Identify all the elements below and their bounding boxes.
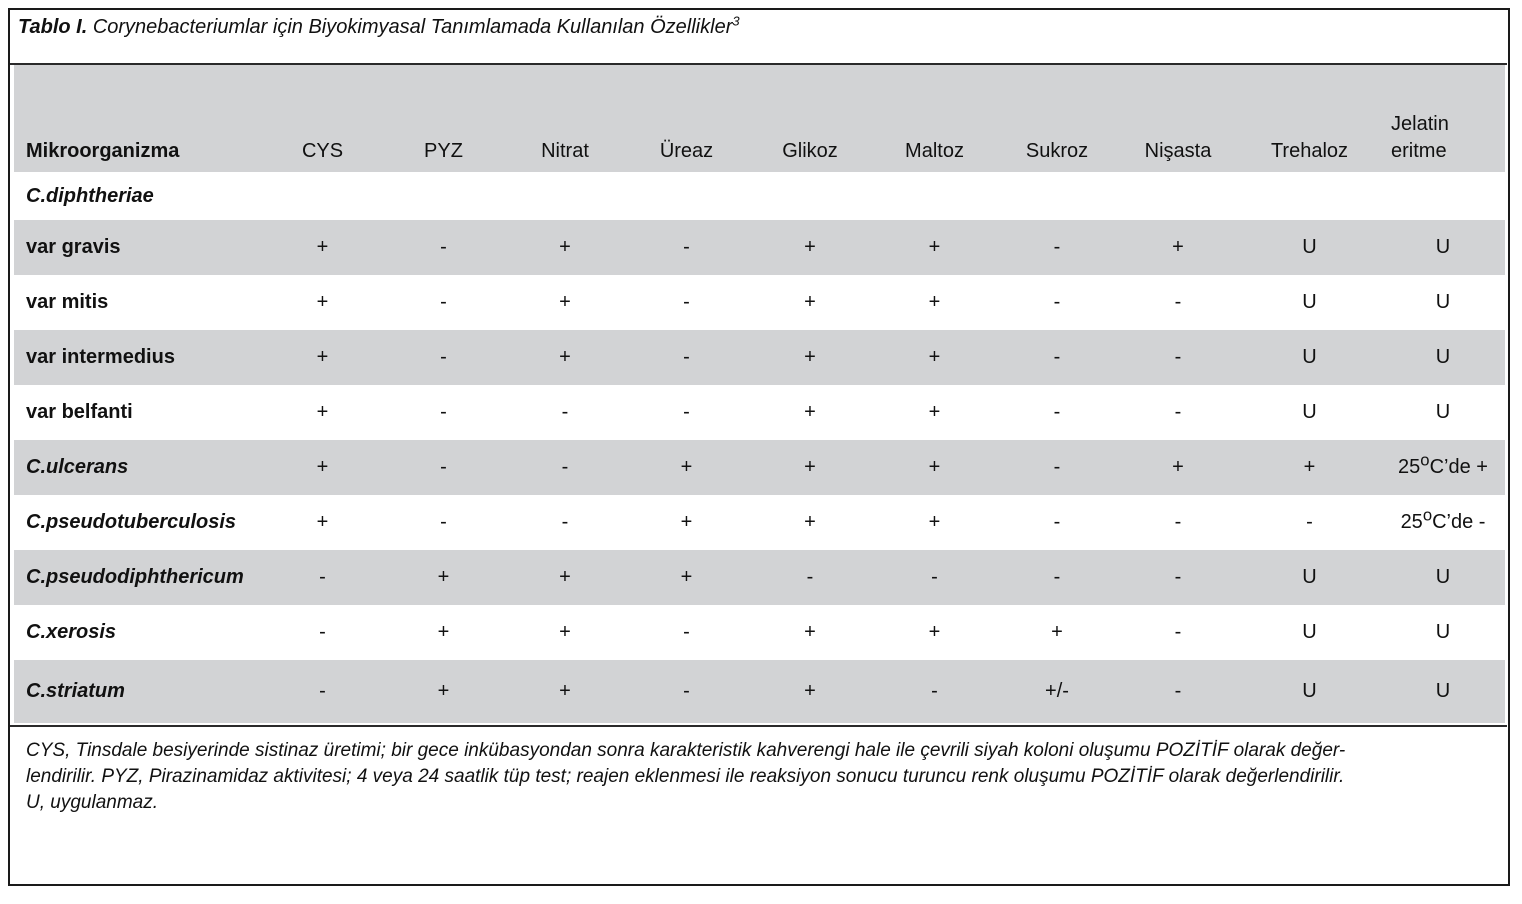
cell: +	[316, 511, 329, 533]
header-organism: Mikroorganizma	[26, 140, 180, 162]
header-nitrat: Nitrat	[541, 140, 589, 162]
caption-title: Corynebacteriumlar için Biyokimyasal Tanımlamada Kullanılan Özellikler	[92, 16, 733, 38]
row-name: C.pseudotuberculosis	[26, 511, 237, 533]
cell: -	[1053, 401, 1061, 423]
group-label: C.diphtheriae	[26, 184, 154, 207]
cell: +	[804, 511, 816, 533]
table-row	[14, 605, 1505, 660]
header-jelatin-line2: eritme	[1391, 140, 1447, 162]
cell: +	[928, 456, 941, 478]
cell: -	[440, 346, 447, 368]
header-nisasta: Nişasta	[1144, 140, 1212, 162]
cell: U	[1435, 621, 1451, 643]
cell: -	[683, 236, 690, 258]
footnote-line: U, uygulanmaz.	[26, 792, 159, 813]
cell: +	[559, 346, 571, 368]
cell: -	[319, 680, 326, 702]
cell: -	[440, 291, 447, 313]
cell: -	[1174, 566, 1182, 588]
header-trehaloz: Trehaloz	[1270, 140, 1349, 162]
cell: +	[680, 566, 693, 588]
cell: +	[316, 236, 329, 258]
cell: +	[928, 236, 941, 258]
group-row	[14, 172, 1505, 220]
cell: +	[804, 346, 816, 368]
cell: -	[1053, 511, 1061, 533]
cell: +	[559, 621, 571, 643]
table-row	[14, 660, 1505, 723]
cell: +	[1172, 456, 1184, 478]
row-name: var belfanti	[26, 401, 133, 423]
cell: +	[804, 456, 816, 478]
row-name: C.pseudodiphthericum	[26, 566, 244, 588]
cell: +	[316, 346, 329, 368]
cell: +	[316, 456, 329, 478]
cell: -	[1053, 566, 1061, 588]
cell: -	[1053, 456, 1061, 478]
cell: -	[931, 680, 938, 702]
cell: -	[683, 346, 690, 368]
cell: -	[1174, 401, 1182, 423]
cell: +	[680, 511, 693, 533]
cell: -	[1306, 511, 1313, 533]
cell: -	[1174, 680, 1182, 702]
table-row	[14, 275, 1505, 330]
cell: +	[316, 401, 329, 423]
biochemical-table	[14, 65, 1505, 723]
cell: U	[1435, 566, 1451, 588]
cell: -	[1053, 236, 1061, 258]
row-name: C.striatum	[26, 680, 125, 702]
header-jelatin-line1: Jelatin	[1391, 113, 1449, 135]
cell: U	[1435, 291, 1451, 313]
cell: U	[1435, 401, 1451, 423]
cell: -	[561, 456, 569, 478]
cell: -	[561, 511, 569, 533]
cell-gelatin: $25^oC’de$ +	[1398, 450, 1488, 478]
header-pyz: PYZ	[424, 140, 463, 162]
footnote-line: lendirilir. PYZ, Pirazinamidaz aktivitesi; 4 veya 24 saatlik tüp test; reajen eklenmesi ile reaksiyon sonucu turuncu renk oluşumu POZİTİF olarak değerlendirilir.	[26, 766, 1345, 787]
table-footnote	[26, 738, 1501, 816]
header-maltoz: Maltoz	[905, 140, 964, 162]
header-sukroz: Sukroz	[1025, 140, 1089, 162]
table-row	[14, 385, 1505, 440]
caption-reference: 3	[732, 13, 740, 29]
cell: +	[437, 621, 450, 643]
cell: U	[1302, 566, 1317, 588]
cell: U	[1435, 236, 1451, 258]
header-cys: CYS	[301, 140, 344, 162]
cell: +	[559, 566, 571, 588]
cell: +	[928, 346, 941, 368]
row-name: var gravis	[26, 236, 121, 258]
cell: +	[928, 511, 941, 533]
cell: -	[440, 401, 447, 423]
cell: -	[683, 680, 690, 702]
header-ureaz: Üreaz	[659, 140, 714, 162]
cell: U	[1302, 621, 1317, 643]
cell: -	[683, 401, 690, 423]
row-name: var mitis	[26, 291, 109, 313]
table-row	[14, 550, 1505, 605]
cell: -	[1174, 511, 1182, 533]
footnote-line: CYS, Tinsdale besiyerinde sistinaz üretimi; bir gece inkübasyondan sonra karakteristik kahverengi hale ile çevrili siyah koloni oluşumu POZİTİF olarak değer-	[26, 740, 1346, 761]
bottom-rule	[10, 725, 1507, 727]
row-name: var intermedius	[26, 346, 175, 368]
cell: -	[806, 566, 814, 588]
cell: +	[1051, 621, 1063, 643]
cell-gelatin: 25$^o$C’de -	[1400, 505, 1486, 533]
cell: -	[683, 291, 690, 313]
cell: +	[804, 621, 816, 643]
cell: +	[804, 291, 816, 313]
cell: +	[316, 291, 329, 313]
cell: +	[1172, 236, 1184, 258]
cell: U	[1302, 346, 1317, 368]
cell: -	[931, 566, 938, 588]
caption-label: Tablo I.	[18, 16, 88, 38]
cell: +	[1303, 456, 1316, 478]
cell: -	[440, 236, 447, 258]
cell: +	[928, 401, 941, 423]
table-row	[14, 220, 1505, 275]
cell: -	[1174, 621, 1182, 643]
cell: +	[680, 456, 693, 478]
cell: +	[559, 236, 571, 258]
cell: -	[440, 456, 447, 478]
cell: U	[1302, 236, 1317, 258]
cell: +	[928, 291, 941, 313]
cell: +	[559, 680, 571, 702]
header-row	[14, 65, 1505, 172]
cell: -	[561, 401, 569, 423]
cell: -	[319, 621, 326, 643]
table-row	[14, 495, 1505, 550]
cell: +	[437, 680, 450, 702]
table-row	[14, 440, 1505, 495]
cell: -	[440, 511, 447, 533]
cell: -	[1053, 291, 1061, 313]
row-name: C.ulcerans	[26, 456, 129, 478]
cell: U	[1302, 401, 1317, 423]
cell: -	[319, 566, 326, 588]
cell: +/-	[1045, 680, 1069, 702]
cell: U	[1435, 680, 1451, 702]
table-row	[14, 330, 1505, 385]
cell: U	[1302, 291, 1317, 313]
cell: +	[437, 566, 450, 588]
header-jelatin	[1381, 65, 1505, 172]
header-glikoz: Glikoz	[782, 140, 838, 162]
cell: +	[804, 236, 816, 258]
cell: +	[559, 291, 571, 313]
row-name: C.xerosis	[26, 621, 117, 643]
cell: -	[1053, 346, 1061, 368]
cell: U	[1302, 680, 1317, 702]
cell: +	[804, 401, 816, 423]
cell: +	[928, 621, 941, 643]
cell: -	[683, 621, 690, 643]
cell: -	[1174, 291, 1182, 313]
cell: -	[1174, 346, 1182, 368]
cell: +	[804, 680, 816, 702]
table-caption	[18, 13, 740, 39]
cell: U	[1435, 346, 1451, 368]
